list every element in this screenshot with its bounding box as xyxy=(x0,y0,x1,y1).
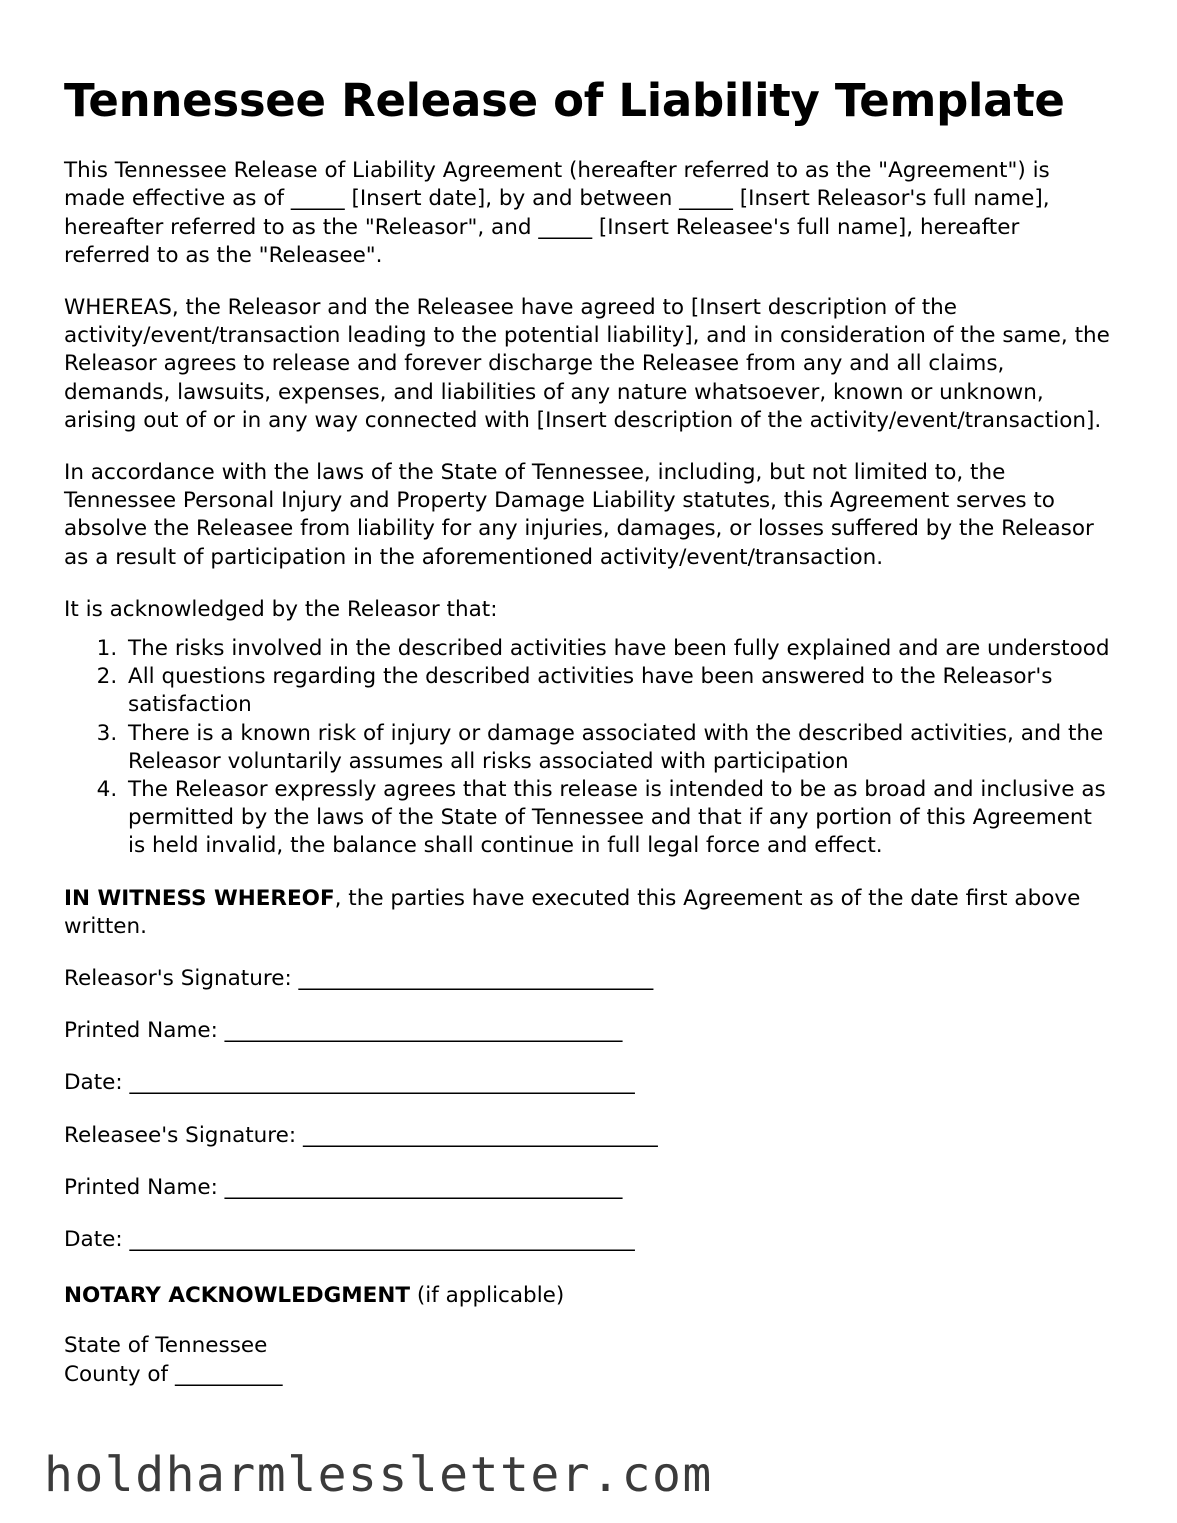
list-item: 1. The risks involved in the described activities have been fully explained and are understood xyxy=(124,635,1110,663)
releasee-printed-name-line: Printed Name: _____________________________________ xyxy=(64,1174,623,1200)
notary-heading-bold: NOTARY ACKNOWLEDGMENT xyxy=(64,1283,411,1309)
list-item: 3. There is a known risk of injury or damage associated with the described activities, and the Releasor voluntarily assumes all risks associated with participation xyxy=(124,720,1110,776)
list-item: 2. All questions regarding the described activities have been answered to the Releasor's satisfaction xyxy=(124,663,1110,719)
notary-county-line: County of __________ xyxy=(64,1361,283,1387)
list-item: 4. The Releasor expressly agrees that this release is intended to be as broad and inclusive as permitted by the laws of the State of Tennessee and that if any portion of this Agreement is held invalid, the balance shall continue in full legal force and effect. xyxy=(124,776,1110,861)
releasor-date-line: Date: _______________________________________________ xyxy=(64,1070,635,1096)
notary-jurisdiction-block xyxy=(64,1310,1110,1389)
paragraph-agreement-intro: This Tennessee Release of Liability Agreement (hereafter referred to as the "Agreement") is made effective as of _____ [Insert date], by and between _____ [Insert Releasor's full name], hereafter referred to as the "Releasor", and _____ [Insert Releasee's full name], hereafter referred to as the "Releasee". xyxy=(64,158,1050,268)
acknowledgment-list xyxy=(64,624,1110,861)
releasor-signature-line: Releasor's Signature: _________________________________ xyxy=(64,965,654,991)
releasee-signature-line: Releasee's Signature: _________________________________ xyxy=(64,1122,658,1148)
notary-acknowledgment-heading xyxy=(64,1254,1110,1310)
witness-clause xyxy=(64,861,1110,941)
releasor-printed-name-line: Printed Name: _____________________________________ xyxy=(64,1018,623,1044)
paragraph-whereas: WHEREAS, the Releasor and the Releasee have agreed to [Insert description of the activity/event/transaction leading to the potential liability], and in consideration of the same, the Releasor agrees to release and forever discharge the Releasee from any and all claims, demands, lawsuits, expenses, and liabilities of any nature whatsoever, known or unknown, arising out of or in any way connected with [Insert description of the activity/event/transaction]. xyxy=(64,294,1110,433)
releasee-date-line: Date: _______________________________________________ xyxy=(64,1226,635,1252)
paragraph-acknowledgment-lead: It is acknowledged by the Releasor that: xyxy=(64,596,498,622)
witness-clause-rest: , the parties have executed this Agreement as of the date first above written. xyxy=(64,885,1081,939)
witness-clause-lead: IN WITNESS WHEREOF xyxy=(64,885,335,911)
notary-heading-qualifier: (if applicable) xyxy=(410,1283,565,1309)
site-watermark: holdharmlessletter.com xyxy=(44,1447,713,1503)
page-title: Tennessee Release of Liability Template xyxy=(64,74,1065,127)
paragraph-governing-law: In accordance with the laws of the State of Tennessee, including, but not limited to, the Tennessee Personal Injury and Property Damage Liability statutes, this Agreement serves to absolve the Releasee from liability for any injuries, damages, or losses suffered by the Releasor as a result of participation in the aforementioned activity/event/transaction. xyxy=(64,459,1094,570)
notary-state-line: State of Tennessee xyxy=(64,1333,268,1359)
